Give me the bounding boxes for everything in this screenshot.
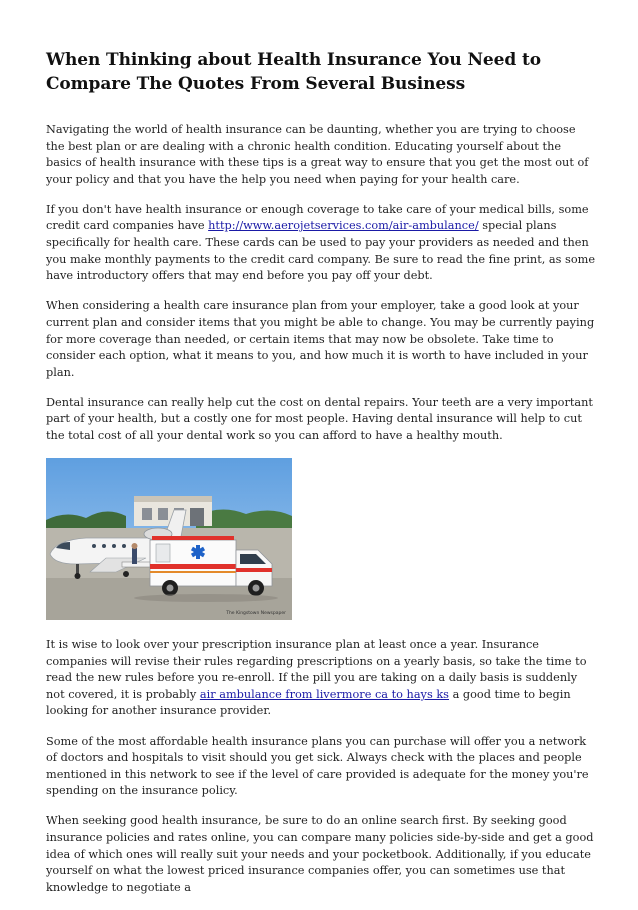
title-spacer (46, 96, 596, 122)
ambulance-jet-illustration (46, 458, 292, 620)
paragraph-network: Some of the most affordable health insurance plans you can purchase will offer you a network of doctors and hospitals to visit should you get sick. Always check with the places and people mentioned in this network to see if the level of care provided is adequate for the money you're spending on the insurance policy. (46, 734, 589, 798)
paragraph-text: special plans specifically for health care. These cards can be used to pay your providers as needed and then you make monthly payments to the credit card company. Be sure to read the fine print, as some have introductory offers that may end before you pay off your debt. (46, 219, 596, 283)
page-title: When Thinking about Health Insurance You Need to Compare The Quotes From Several Business (46, 50, 541, 94)
paragraph-credit-card (46, 202, 596, 285)
paragraph-intro: Navigating the world of health insurance can be daunting, whether you are trying to choose the best plan or are dealing with a chronic health condition. Educating yourself about the basics of health insurance with these tips is a great way to ensure that you get the most out of your policy and that you have the help you need when paying for your health care. (46, 123, 589, 186)
paragraph-prescription (46, 637, 596, 720)
ambulance-photo (46, 458, 292, 620)
photo-credit: The Kingstown Newspaper (226, 611, 286, 617)
aerojet-link[interactable]: http://www.aerojetservices.com/air-ambulance/ (208, 219, 479, 233)
paragraph-text: a good time to begin looking for another insurance provider. (46, 687, 571, 718)
document-page (46, 48, 596, 910)
paragraph-employer-plan: When considering a health care insurance plan from your employer, take a good look at your current plan and consider items that you might be able to change. You may be currently paying for more coverage than needed, or certain items that may now be obsolete. Take time to consider each option, what it means to you, and how much it is worth to have included in your plan. (46, 299, 595, 379)
air-ambulance-link[interactable]: air ambulance from livermore ca to hays ks (199, 687, 449, 701)
paragraph-online-search: When seeking good health insurance, be sure to do an online search first. By seeking good insurance policies and rates online, you can compare many policies side-by-side and get a good idea of which ones will really suit your needs and your pocketbook. Additionally, if you educate yourself on what the lowest priced insurance companies offer, you can sometimes use that knowledge to negotiate a (46, 814, 594, 894)
paragraph-text: If you don't have health insurance or enough coverage to take care of your medical bills, some credit card companies have (46, 202, 589, 233)
paragraph-text: It is wise to look over your prescription insurance plan at least once a year. Insurance companies will revise their rules regarding prescriptions on a yearly basis, so take the time to read the new rules before you re-enroll. If the pill you are taking on a daily basis is suddenly not covered, it is probably (46, 638, 587, 701)
paragraph-dental: Dental insurance can really help cut the cost on dental repairs. Your teeth are a very important part of your health, but a costly one for most people. Having dental insurance will help to cut the total cost of all your dental work so you can afford to have a healthy mouth. (46, 395, 593, 442)
